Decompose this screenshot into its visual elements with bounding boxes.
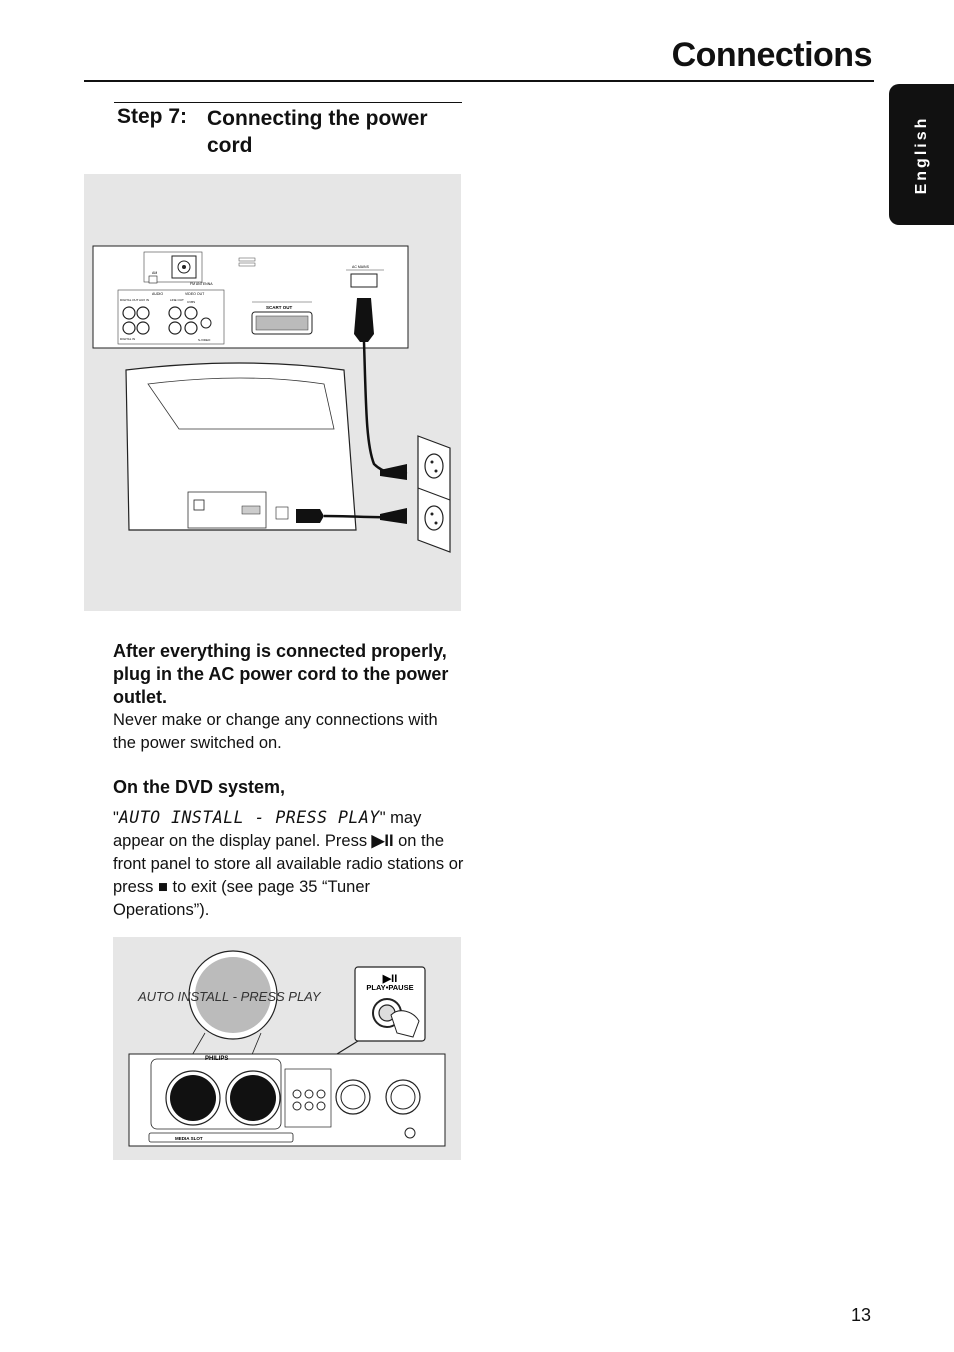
- audio-label: AUDIO: [152, 292, 164, 296]
- media-slot-label: MEDIA SLOT: [175, 1136, 203, 1141]
- front-panel-diagram: [113, 937, 461, 1160]
- digital-out-label: DIGITAL OUT: [120, 298, 139, 302]
- scart-out-label: SCART OUT: [266, 305, 293, 310]
- cvbs-label: CVBS: [187, 300, 196, 304]
- connection-diagram-svg: [84, 174, 461, 611]
- aux-in-label: AUX IN: [139, 298, 150, 302]
- title-rule: [84, 80, 874, 82]
- play-pause-icon: ▶II: [371, 832, 394, 850]
- play-pause-button-label: PLAY•PAUSE: [366, 983, 414, 992]
- s-video-label: S-VIDEO: [198, 338, 211, 342]
- body-part-3: to exit (see page 35 “Tuner Operations”).: [113, 878, 370, 919]
- ac-mains-label: AC MAINS: [352, 265, 369, 269]
- fm-antenna-label: FM ANTENNA: [190, 282, 213, 286]
- language-tab-label: English: [912, 115, 930, 194]
- connection-diagram: [84, 174, 461, 611]
- section2-body: [113, 806, 465, 922]
- brand-logo: PHILIPS: [205, 1056, 229, 1062]
- digital-in-label: DIGITAL IN: [120, 337, 136, 341]
- step-rule: [114, 102, 462, 103]
- line-out-label: LINE OUT: [170, 298, 184, 302]
- display-message: AUTO INSTALL - PRESS PLAY: [138, 989, 321, 1004]
- open-quote: ": [113, 809, 119, 827]
- section2-heading: On the DVD system,: [113, 777, 286, 797]
- front-panel-svg: [113, 937, 461, 1160]
- body-part-1: may appear on the display panel. Press: [113, 809, 422, 850]
- stop-icon: ■: [157, 878, 168, 896]
- page-number: 13: [851, 1305, 872, 1325]
- video-out-label: VIDEO OUT: [185, 292, 205, 296]
- step-number: Step 7:: [117, 105, 188, 128]
- section1-heading: After everything is connected properly, plug in the AC power cord to the power outlet.: [113, 641, 449, 707]
- language-tab: [889, 84, 954, 225]
- page-title: Connections: [671, 36, 872, 74]
- step-title: Connecting the power cord: [207, 107, 428, 157]
- body-part-2: on the front panel to store all available radio stations or press: [113, 832, 464, 896]
- lcd-message: AUTO INSTALL - PRESS PLAY: [118, 808, 380, 827]
- section1-body: Never make or change any connections with the power switched on.: [113, 711, 438, 752]
- play-pause-button-icon: ▶II: [382, 973, 398, 985]
- am-label: AM: [152, 271, 158, 275]
- close-quote: ": [379, 809, 386, 827]
